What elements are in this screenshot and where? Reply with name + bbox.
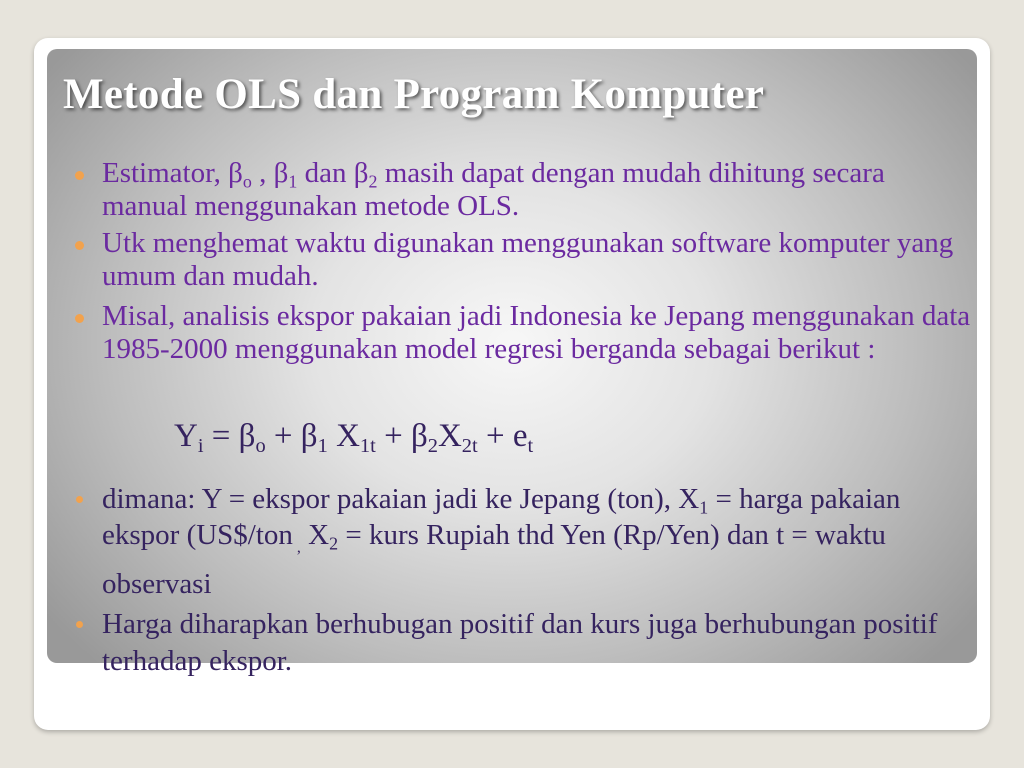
- bullet-item-example: Misal, analisis ekspor pakaian jadi Indonesia ke Jepang menggunakan data 1985-2000 menggunakan model regresi berganda sebagai berikut :: [102, 300, 972, 366]
- regression-equation: $Y_i = \beta_o + \beta_1$ $X_{1t} + \beta_2X_{2t} + e_t$: [174, 418, 534, 458]
- bullet-item-definitions: dimana: Y = ekspor pakaian jadi ke Jepang (ton), $X_1$ = harga pakaian ekspor (US$/ton $_,$ $X_2$ = kurs Rupiah thd Yen (Rp/Yen) dan t = waktu observasi: [102, 481, 972, 602]
- bullet-dot-icon: [75, 314, 84, 323]
- bullet-dot-icon: [75, 171, 84, 180]
- bullet-dot-icon: [76, 621, 83, 628]
- bullet-dot-icon: [75, 241, 84, 250]
- slide-title: Metode OLS dan Program Komputer: [63, 71, 765, 118]
- bullet-item-expectation: Harga diharapkan berhubugan positif dan kurs juga berhubungan positif terhadap ekspor.: [102, 606, 972, 680]
- bullet-item-estimator: Estimator, $\beta_o$ , $\beta_1$ dan $\beta_2$ masih dapat dengan mudah dihitung secara manual menggunakan metode OLS.: [102, 157, 972, 223]
- bullet-dot-icon: [76, 496, 83, 503]
- bullet-item-software: Utk menghemat waktu digunakan menggunakan software komputer yang umum dan mudah.: [102, 227, 972, 293]
